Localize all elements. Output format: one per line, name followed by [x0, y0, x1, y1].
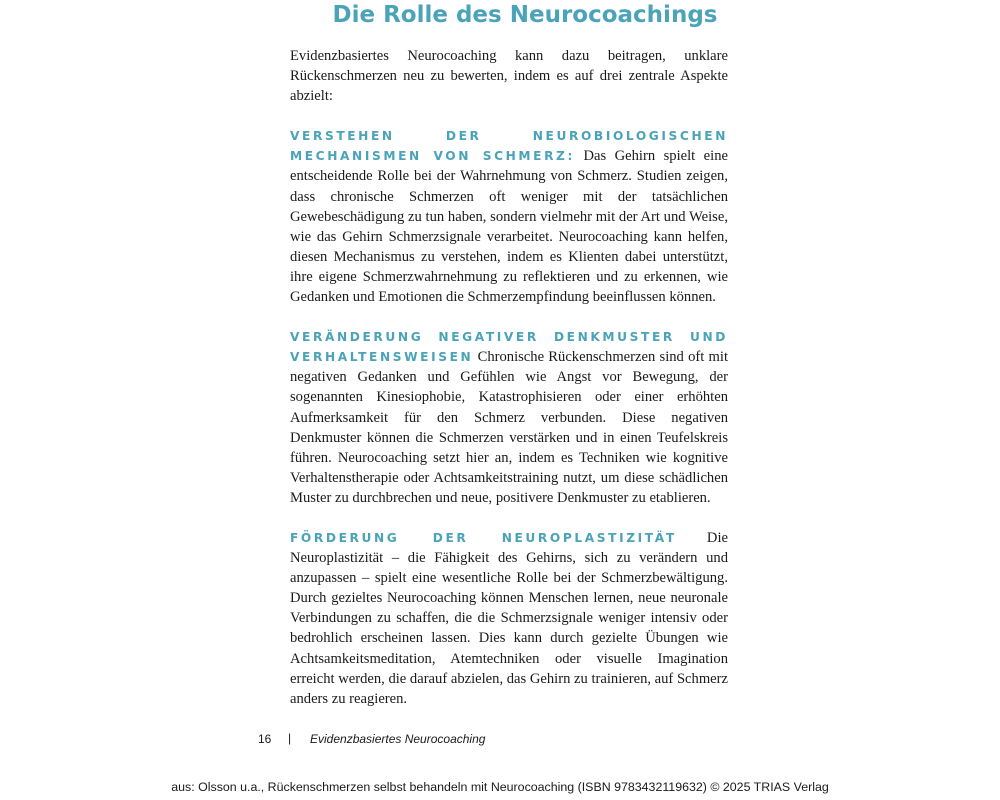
- section-heading: VERÄNDERUNG NEGATIVER DENKMUSTER UND VERHALTENSWEISEN: [290, 330, 728, 365]
- footer-separator: |: [288, 731, 292, 745]
- intro-paragraph: Evidenzbasiertes Neurocoaching kann dazu beitragen, unklare Rückenschmerzen neu zu bewerten, indem es auf drei zentrale Aspekte abzielt:: [290, 48, 728, 105]
- page-title: Die Rolle des Neurocoachings: [332, 2, 718, 28]
- section-text: Chronische Rückenschmerzen sind oft mit negativen Gedanken und Gefühlen wie Angst vor Bewegung, der sogenannten Kinesiophobie, Katastrophisieren oder einer erhöhten Aufmerksamkeit für den Schmerz verbunden. Diese negativen Denkmuster können die Schmerzen verstärken und in einen Teufelskreis führen. Neurocoaching setzt hier an, indem es Techniken wie kognitive Verhaltenstherapie oder Achtsamkeitstraining nutzt, um diese schädlichen Muster zu durchbrechen und neue, positivere Denkmuster zu etablieren.: [290, 349, 728, 506]
- page-number: 16: [258, 732, 272, 746]
- main-text-column: [290, 46, 728, 729]
- section-neurobiology: [290, 126, 728, 307]
- section-thought-patterns: [290, 327, 728, 508]
- section-text: Die Neuroplastizität – die Fähigkeit des Gehirns, sich zu verändern und anzupassen – spielt eine wesentliche Rolle bei der Schmerzbewältigung. Durch gezieltes Neurocoaching können Menschen lernen, neue neuronale Verbindungen zu schaffen, die die Schmerzsignale weniger intensiv oder bedrohlich erscheinen lassen. Dies kann durch gezielte Übungen wie Achtsamkeitsmeditation, Atemtechniken oder visuelle Imagination erreicht werden, die darauf abzielen, das Gehirn zu trainieren, auf Schmerz anders zu reagieren.: [290, 529, 728, 707]
- running-footer-title: Evidenzbasiertes Neurocoaching: [310, 732, 486, 746]
- section-neuroplasticity: [290, 528, 728, 709]
- section-heading: FÖRDERUNG DER NEUROPLASTIZITÄT: [290, 530, 677, 545]
- section-heading: VERSTEHEN DER NEUROBIOLOGISCHEN MECHANISMEN VON SCHMERZ:: [290, 129, 728, 164]
- section-text: Das Gehirn spielt eine entscheidende Rolle bei der Wahrnehmung von Schmerz. Studien zeigen, dass chronische Schmerzen oft weniger mit der tatsächlichen Gewebeschädigung zu tun haben, sondern vielmehr mit der Art und Weise, wie das Gehirn Schmerzsignale verarbeitet. Neurocoaching kann helfen, diesen Mechanismus zu verstehen, indem es Klienten dabei unterstützt, ihre eigene Schmerzwahrnehmung zu reflektieren und zu erkennen, wie Gedanken und Emotionen die Schmerzempfindung beeinflussen können.: [290, 148, 728, 306]
- source-citation: aus: Olsson u.a., Rückenschmerzen selbst behandeln mit Neurocoaching (ISBN 9783432119632) © 2025 TRIAS Verlag: [171, 780, 829, 794]
